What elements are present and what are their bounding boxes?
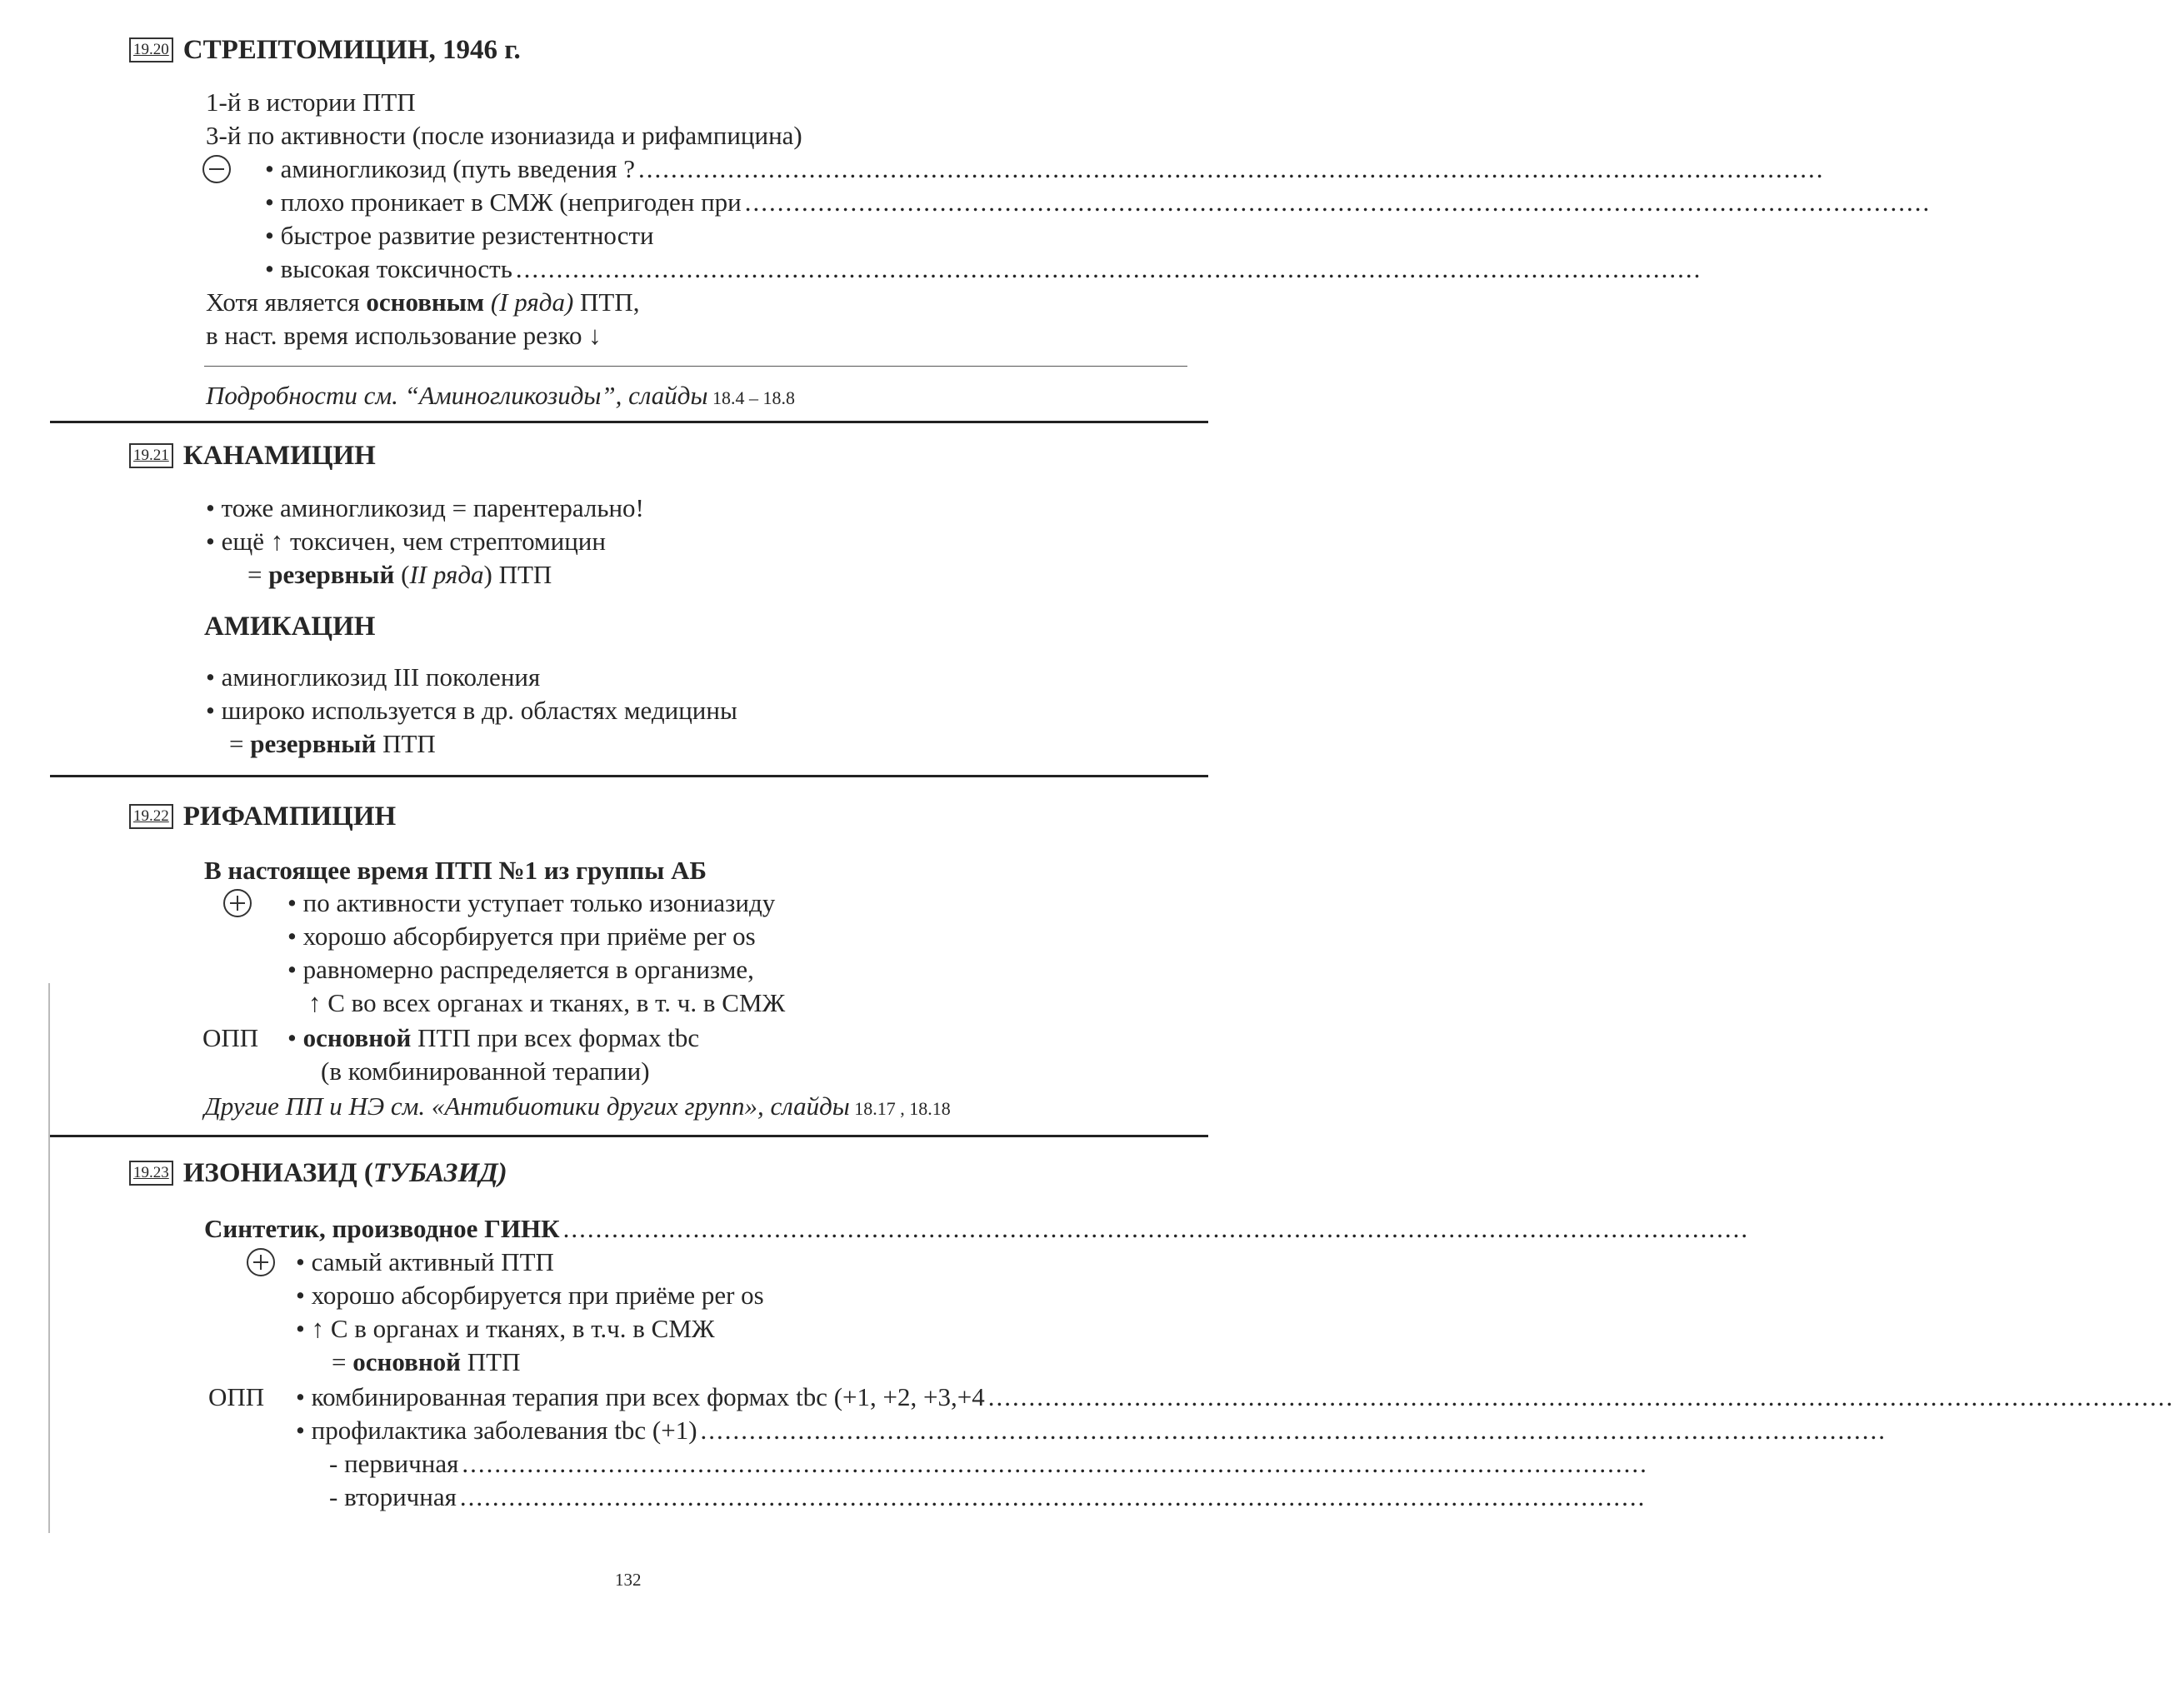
fill-dots: .................................................................................................................................................. <box>700 1416 1887 1445</box>
fill-dots: .................................................................................................................................................. <box>459 1482 1647 1511</box>
bullet-line: • самый активный ПТП <box>296 1247 554 1276</box>
bold-text: основным <box>366 287 485 317</box>
italic-text: (I ряда) <box>484 287 574 317</box>
slide-range: 18.4 – 18.8 <box>707 387 795 408</box>
text: ) ПТП <box>483 560 552 589</box>
reference-line <box>206 379 795 415</box>
section-heading-19-20 <box>129 32 521 68</box>
section-title: КАНАМИЦИН <box>182 441 376 471</box>
section-title: ИЗОНИАЗИД ( <box>182 1158 373 1188</box>
reference-text: Подробности см. “Аминогликозиды”, слайды <box>206 381 708 410</box>
text-line: 3-й по активности (после изониазида и рифампицина) <box>206 121 802 150</box>
fill-dots: .................................................................................................................................................. <box>744 187 1932 217</box>
bold-text: резервный <box>268 560 395 589</box>
text-line: в наст. время использование резко ↓ <box>206 321 602 350</box>
bullet-line: • ещё ↑ токсичен, чем стрептомицин <box>206 527 606 556</box>
text: ПТП <box>376 729 436 758</box>
bold-text: основной <box>302 1023 412 1052</box>
bold-text: основной <box>352 1347 462 1376</box>
sub-line <box>329 1481 1647 1514</box>
section-heading-19-23 <box>129 1155 507 1191</box>
lead-line <box>204 1212 1750 1246</box>
opp-label: ОПП <box>202 1023 259 1052</box>
text-line <box>247 558 552 592</box>
sub-line <box>329 1447 1648 1481</box>
bullet-text: • комбинированная терапия при всех формах tbc (+1, +2, +3,+4 <box>296 1382 985 1411</box>
bullet-line <box>296 1414 1887 1447</box>
bullet-line <box>265 186 1932 219</box>
bullet-text: • плохо проникает в СМЖ (непригоден при <box>265 187 742 217</box>
slide-number-box: 19.23 <box>129 1161 173 1186</box>
lead-line: В настоящее время ПТП №1 из группы АБ <box>204 856 707 885</box>
plus-sign-icon <box>247 1248 275 1276</box>
plus-sign-icon <box>223 889 252 917</box>
minus-sign-icon <box>202 155 231 183</box>
text-line: 1-й в истории ПТП <box>206 87 416 117</box>
bullet-line: • равномерно распределяется в организме, <box>287 955 754 984</box>
text: = <box>247 560 269 589</box>
bullet-line: • широко используется в др. областях медицины <box>206 696 737 725</box>
fill-dots: .................................................................................................................................................. <box>515 254 1702 283</box>
text: ПТП, <box>573 287 640 317</box>
section-divider <box>50 421 1208 423</box>
bullet-text: • профилактика заболевания tbc (+1) <box>296 1416 697 1445</box>
slide-number-box: 19.21 <box>129 443 173 468</box>
page-number: 132 <box>615 1570 642 1590</box>
bullet-line <box>296 1381 2174 1414</box>
lead-text: Синтетик, производное ГИНК <box>204 1214 560 1243</box>
sub-text: - первичная <box>329 1449 459 1478</box>
text: = <box>229 729 251 758</box>
fill-dots: .................................................................................................................................................. <box>562 1214 1750 1243</box>
bullet-text: • высокая токсичность <box>265 254 512 283</box>
italic-text: II ряда <box>409 560 484 589</box>
bullet-line <box>265 152 1825 186</box>
bullet-line: • хорошо абсорбируется при приёме per os <box>287 921 756 951</box>
reference-line <box>204 1090 951 1126</box>
bullet-line: • по активности уступает только изониазиду <box>287 888 776 917</box>
bullet-line: • ↑ С в органах и тканях, в т.ч. в СМЖ <box>296 1314 715 1343</box>
sub-text: - вторичная <box>329 1482 457 1511</box>
text: ( <box>394 560 410 589</box>
section-divider <box>50 775 1208 777</box>
subheading: АМИКАЦИН <box>204 612 376 642</box>
binding-line <box>48 983 50 1533</box>
text-line <box>229 727 436 761</box>
bullet-line: • аминогликозид III поколения <box>206 662 541 692</box>
section-divider <box>50 1135 1208 1137</box>
slide-range: 18.17 , 18.18 <box>849 1098 951 1119</box>
opp-label: ОПП <box>208 1382 265 1411</box>
reference-text: Другие ПП и НЭ см. «Антибиотики других групп», слайды <box>204 1091 850 1121</box>
section-title-italic: ТУБАЗИД) <box>372 1158 507 1188</box>
bullet-line <box>265 252 1702 286</box>
bullet-line: • тоже аминогликозид = парентерально! <box>206 493 644 522</box>
text-line: (в комбинированной терапии) <box>321 1056 650 1086</box>
bullet-line: • быстрое развитие резистентности <box>265 221 654 250</box>
section-title: СТРЕПТОМИЦИН, 1946 г. <box>182 35 521 65</box>
text: ПТП <box>461 1347 521 1376</box>
text-line <box>332 1346 521 1379</box>
section-heading-19-21 <box>129 437 376 474</box>
text: ПТП при всех формах tbc <box>411 1023 700 1052</box>
fill-dots: .................................................................................................................................................. <box>462 1449 1648 1478</box>
slide-number-box: 19.22 <box>129 804 173 829</box>
text: • <box>287 1023 303 1052</box>
section-title: РИФАМПИЦИН <box>182 802 397 832</box>
bullet-text: • аминогликозид (путь введения ? <box>265 154 635 183</box>
fill-dots: .................................................................................................................................................. <box>637 154 1825 183</box>
divider-thin <box>204 366 1187 367</box>
text-line <box>206 286 640 319</box>
text: = <box>332 1347 353 1376</box>
bullet-line: • хорошо абсорбируется при приёме per os <box>296 1281 764 1310</box>
text: Хотя является <box>206 287 367 317</box>
section-heading-19-22 <box>129 798 396 835</box>
bullet-line <box>287 1021 699 1055</box>
bullet-line: ↑ С во всех органах и тканях, в т. ч. в СМЖ <box>308 988 786 1017</box>
fill-dots: .................................................................................................................................................. <box>987 1382 2174 1411</box>
slide-number-box: 19.20 <box>129 37 173 62</box>
bold-text: резервный <box>250 729 377 758</box>
